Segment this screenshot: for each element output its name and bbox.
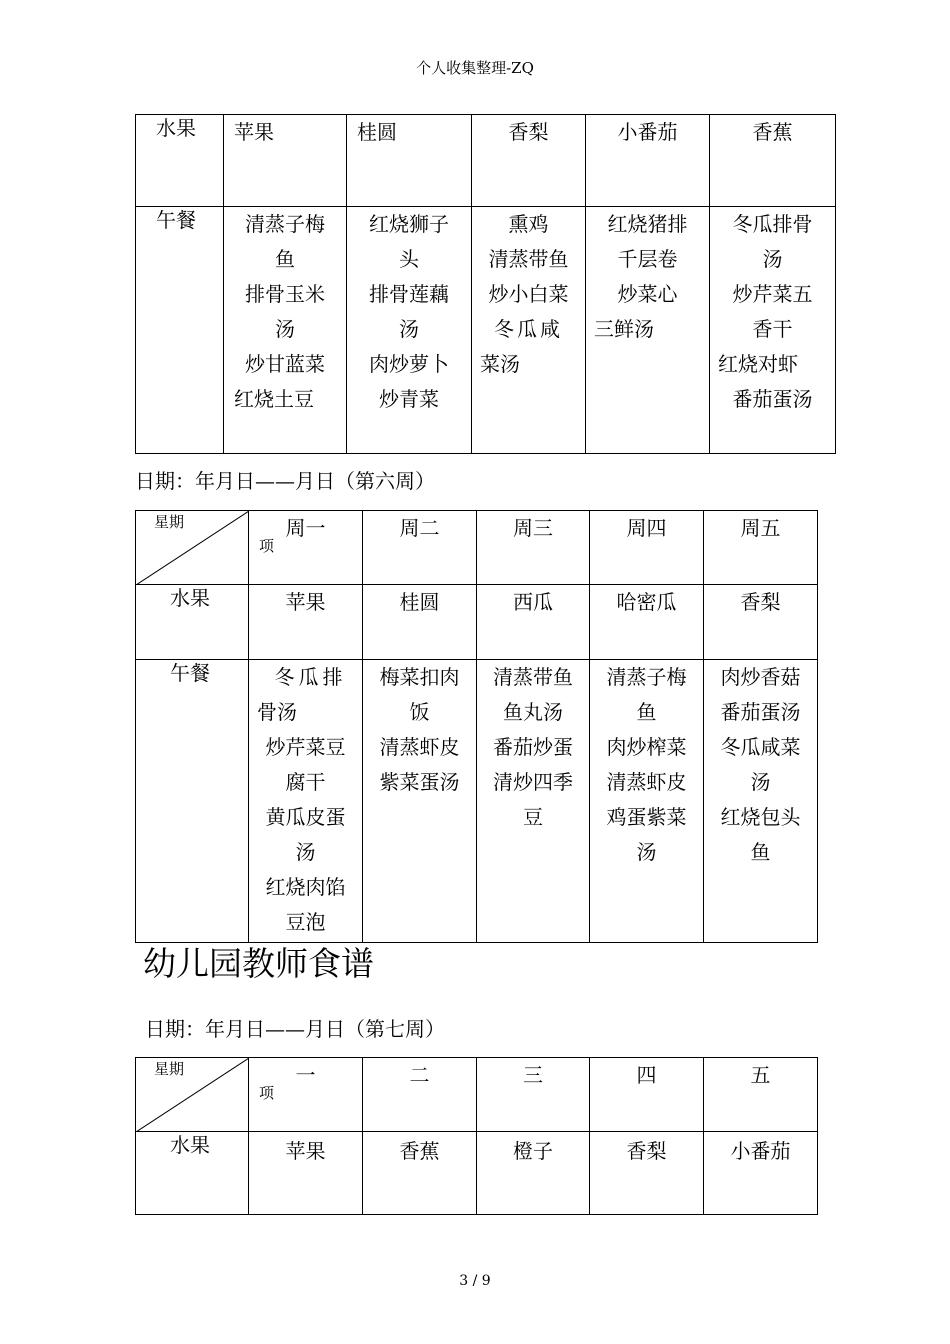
week7-date: 日期：年月日——月日（第七周） (145, 1017, 445, 1041)
fruit-cell: 苹果 (249, 585, 363, 660)
fruit-cell: 桂圆 (363, 585, 477, 660)
table-row (136, 585, 818, 660)
table-row (136, 511, 818, 585)
corner-header-cell (136, 1058, 249, 1132)
fruit-cell: 香梨 (472, 115, 586, 207)
row-label-fruit: 水果 (136, 115, 224, 207)
day-header: 周五 (704, 511, 818, 585)
corner-header-cell (136, 511, 249, 585)
table-row (136, 115, 836, 207)
fruit-cell: 西瓜 (477, 585, 590, 660)
day-header: 周四 (590, 511, 704, 585)
fruit-cell: 香蕉 (363, 1132, 477, 1215)
lunch-cell: 清蒸子梅 鱼 肉炒榨菜 清蒸虾皮 鸡蛋紫菜 汤 (590, 660, 704, 943)
lunch-cell: 清蒸带鱼 鱼丸汤 番茄炒蛋 清炒四季 豆 (477, 660, 590, 943)
day-header: 周三 (477, 511, 590, 585)
fruit-cell: 香梨 (590, 1132, 704, 1215)
fruit-cell: 香梨 (704, 585, 818, 660)
day-header: 周二 (363, 511, 477, 585)
fruit-cell: 桂圆 (347, 115, 472, 207)
fruit-cell: 小番茄 (704, 1132, 818, 1215)
page-header: 个人收集整理-ZQ (416, 59, 534, 77)
lunch-cell: 熏鸡 清蒸带鱼 炒小白菜 冬瓜咸 菜汤 (472, 207, 586, 454)
day-header: 一 项 (249, 1058, 363, 1132)
corner-label-item: 项 (259, 1084, 275, 1102)
day-header: 二 (363, 1058, 477, 1132)
menu-table-week5 (135, 114, 836, 454)
corner-label-weekday: 星期 (154, 1060, 185, 1078)
lunch-cell: 清蒸子梅 鱼 排骨玉米 汤 炒甘蓝菜 红烧土豆 (224, 207, 347, 454)
lunch-cell: 红烧猪排 千层卷 炒菜心 三鲜汤 (586, 207, 710, 454)
fruit-cell: 小番茄 (586, 115, 710, 207)
lunch-cell: 肉炒香菇 番茄蛋汤 冬瓜咸菜 汤 红烧包头 鱼 (704, 660, 818, 943)
fruit-cell: 香蕉 (710, 115, 836, 207)
fruit-cell: 哈密瓜 (590, 585, 704, 660)
lunch-cell: 冬瓜排骨 汤 炒芹菜五 香干 红烧对虾 番茄蛋汤 (710, 207, 836, 454)
row-label-lunch: 午餐 (136, 207, 224, 454)
lunch-cell: 冬瓜排 骨汤 炒芹菜豆 腐干 黄瓜皮蛋 汤 红烧肉馅 豆泡 (249, 660, 363, 943)
row-label-fruit: 水果 (136, 1132, 249, 1215)
page-number: 3 / 9 (459, 1273, 491, 1289)
day-header: 五 (704, 1058, 818, 1132)
day-header: 四 (590, 1058, 704, 1132)
menu-table-week6 (135, 510, 818, 943)
menu-table-week7 (135, 1057, 818, 1215)
table-row (136, 1132, 818, 1215)
diagonal-divider (136, 1058, 249, 1132)
lunch-cell: 红烧狮子 头 排骨莲藕 汤 肉炒萝卜 炒青菜 (347, 207, 472, 454)
fruit-cell: 橙子 (477, 1132, 590, 1215)
day-header: 三 (477, 1058, 590, 1132)
week6-date: 日期：年月日——月日（第六周） (135, 469, 435, 493)
fruit-cell: 苹果 (249, 1132, 363, 1215)
table-row (136, 660, 818, 943)
fruit-cell: 苹果 (224, 115, 347, 207)
table-row (136, 207, 836, 454)
corner-label-weekday: 星期 (154, 513, 185, 531)
row-label-fruit: 水果 (136, 585, 249, 660)
diagonal-divider (136, 511, 249, 585)
page-title: 幼儿园教师食谱 (143, 944, 374, 983)
lunch-cell: 梅菜扣肉 饭 清蒸虾皮 紫菜蛋汤 (363, 660, 477, 943)
day-header: 周一 项 (249, 511, 363, 585)
row-label-lunch: 午餐 (136, 660, 249, 943)
table-row (136, 1058, 818, 1132)
corner-label-item: 项 (259, 537, 275, 555)
